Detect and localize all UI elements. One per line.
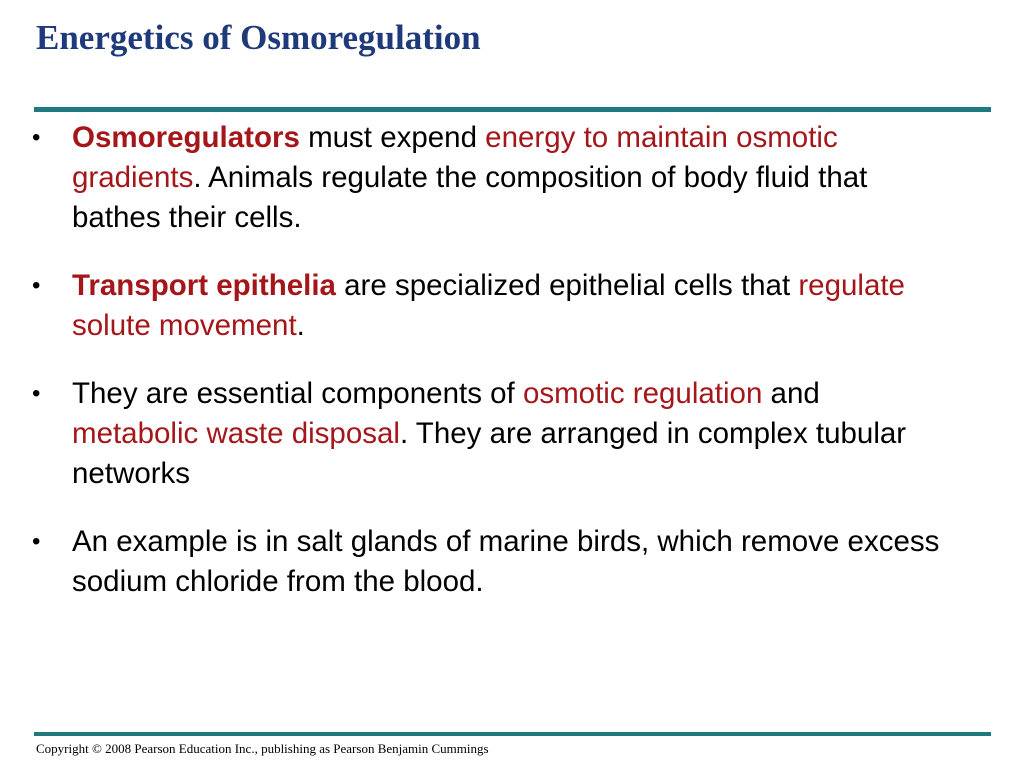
bullet-text: must expend [299,121,486,154]
bullet-text: are specialized epithelial cells that [335,269,799,302]
bullet-text: . They are arranged in complex tubular networks [72,417,907,490]
bullet-dot-icon: • [32,124,41,151]
highlight-waste-disposal: metabolic waste disposal [72,417,400,450]
copyright-notice: Copyright © 2008 Pearson Education Inc., publishing as Pearson Benjamin Cummings [36,741,489,756]
footer-divider [34,732,991,736]
term-osmoregulators: Osmoregulators [72,121,300,154]
highlight-energy: energy to maintain osmotic gradients [72,121,838,194]
title-divider [34,107,991,112]
bullet-text: They are essential components of [72,377,523,410]
bullet-text: and [762,377,820,410]
term-transport-epithelia: Transport epithelia [72,269,336,302]
highlight-solute-movement: regulate solute movement [72,269,905,342]
bullet-item-transport-epithelia [30,266,945,346]
bullet-dot-icon: • [32,272,41,299]
bullet-item-essential-components [30,374,945,494]
bullet-item-salt-glands [30,522,945,602]
slide-title: Energetics of Osmoregulation [36,18,481,57]
bullet-text: . [296,309,305,342]
bullet-list [30,118,945,630]
bullet-text: . Animals regulate the composition of body fluid that bathes their cells. [72,161,868,234]
bullet-dot-icon: • [32,528,41,555]
bullet-text: An example is in salt glands of marine birds, which remove excess sodium chloride from the blood. [72,525,940,598]
bullet-dot-icon: • [32,380,41,407]
bullet-item-osmoregulators [30,118,945,238]
highlight-osmotic-regulation: osmotic regulation [522,377,763,410]
